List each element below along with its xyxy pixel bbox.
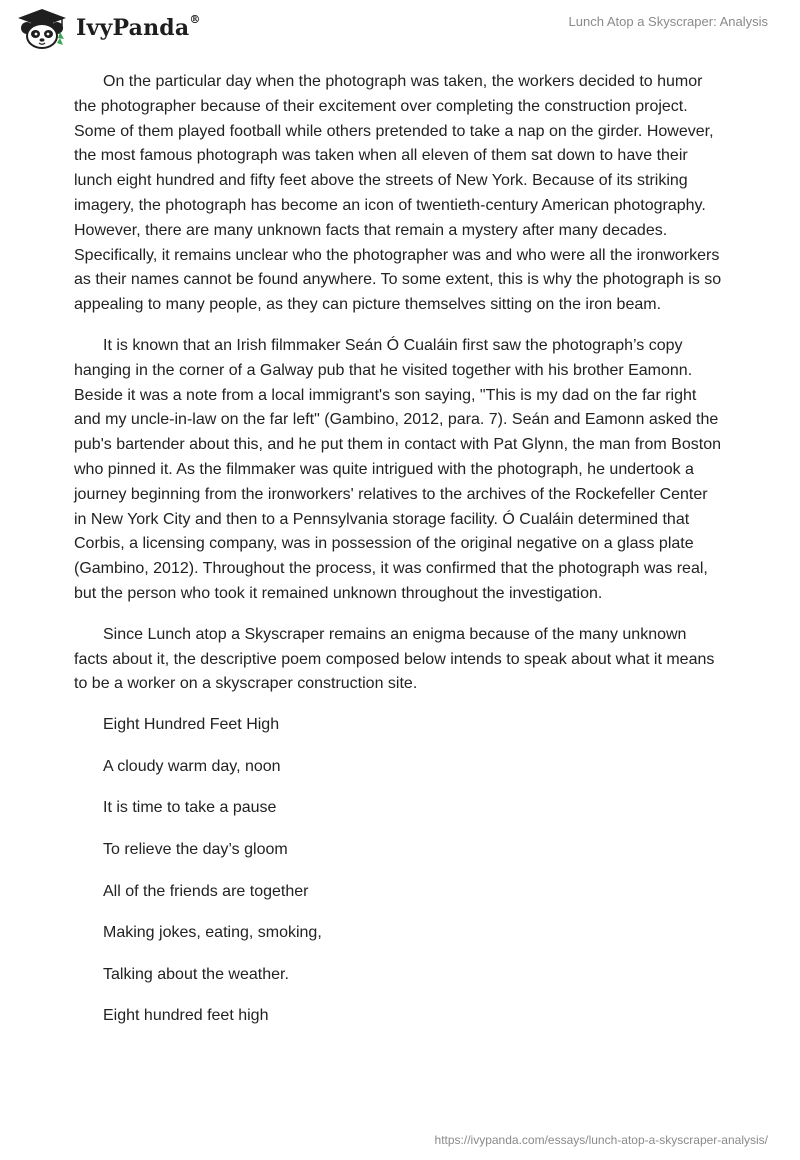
poem-line: To relieve the day’s gloom [103,840,288,858]
paragraph-2: It is known that an Irish filmmaker Seán Ó Cualáin first saw the photograph’s copy hanging in the corner of a Galway pub that he visited together with his brother Eamonn. Beside it was a note from a local immigrant's son saying, "This is my dad on the far right and my uncle-in-law on the far left" (Gambino, 2012, para. 7). Seán and Eamonn asked the pub's bartender about this, and he put them in contact with Pat Glynn, the man from Boston who pinned it. As the filmmaker was quite intrigued with the photograph, he undertook a journey beginning from the ironworkers' relatives to the archives of the Rockefeller Center in New York City and then to a Pennsylvania storage facility. Ó Cualáin determined that Corbis, a licensing company, was in possession of the original negative on a glass plate (Gambino, 2012). Throughout the process, it was confirmed that the photograph was real, but the person who took it remained unknown throughout the investigation. [74,336,721,602]
poem-line: Talking about the weather. [103,965,289,983]
poem-line: Making jokes, eating, smoking, [103,924,322,942]
paragraph-1: On the particular day when the photograph was taken, the workers decided to humor the photographer because of their excitement over completing the construction project. Some of them played football while others pretended to take a nap on the girder. However, the most famous photograph was taken when all eleven of them sat down to have their lunch eight hundred and fifty feet above the streets of New York. Because of its striking imagery, the photograph has become an icon of twentieth-century American photography. However, there are many unknown facts that remain a mystery after many decades. Specifically, it remains unclear who the photographer was and who were all the ironworkers as their names cannot be found anywhere. To some extent, this is why the photograph is so appealing to many people, as they can picture themselves sitting on the iron beam. [74,73,722,314]
paragraph-3: Since Lunch atop a Skyscraper remains an enigma because of the many unknown facts about it, the descriptive poem composed below intends to speak about what it means to be a worker on a skyscraper construction site. [74,625,715,693]
poem-line: It is time to take a pause [103,799,277,817]
document-title: Lunch Atop a Skyscraper: Analysis [568,14,768,29]
poem-title: Eight Hundred Feet High [103,716,280,734]
page-header [0,0,800,70]
panda-graduate-icon [14,6,70,50]
brand-name: IvyPanda® [76,13,201,41]
poem-line: All of the friends are together [103,882,309,900]
brand-logo[interactable] [14,6,201,50]
registered-mark: ® [189,13,201,26]
source-url-link[interactable]: https://ivypanda.com/essays/lunch-atop-a-skyscraper-analysis/ [434,1133,768,1147]
poem-line: Eight hundred feet high [103,1007,269,1025]
poem [74,713,724,1046]
poem-line: A cloudy warm day, noon [103,757,281,775]
essay-body [74,70,724,1046]
